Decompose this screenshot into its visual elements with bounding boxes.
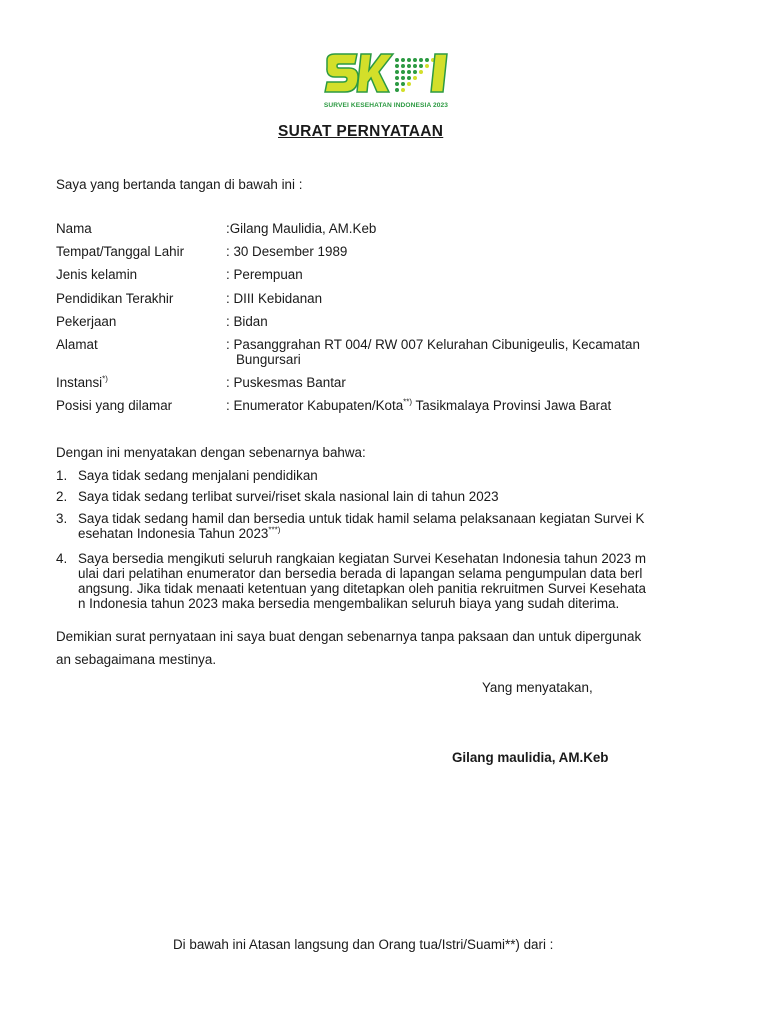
field-value-position-text: : Enumerator Kabupaten/Kota (226, 398, 404, 413)
list-item-text: Saya tidak sedang menjalani pendidikan (78, 468, 318, 483)
field-value-address-line2: Bungursari (236, 352, 301, 367)
field-label-ttl: Tempat/Tanggal Lahir (56, 244, 185, 259)
ski-logo (323, 52, 449, 114)
field-label-nama: Nama (56, 221, 92, 236)
intro-text: Saya yang bertanda tangan di bawah ini : (56, 177, 303, 192)
field-label-gender: Jenis kelamin (56, 267, 138, 282)
field-value-gender: : Perempuan (226, 267, 303, 282)
field-label-address: Alamat (56, 337, 98, 352)
closing-text: Demikian surat pernyataan ini saya buat dengan sebenarnya tanpa paksaan dan untuk dipergunak (56, 629, 642, 644)
field-value-institution: : Puskesmas Bantar (226, 375, 346, 390)
list-item-text-continued: angsung. Jika tidak menaati ketentuan yang ditetapkan oleh panitia rekruitmen Survei Kesehata (78, 581, 646, 596)
list-item-text: Saya tidak sedang terlibat survei/riset skala nasional lain di tahun 2023 (78, 489, 499, 504)
signature-name: Gilang maulidia, AM.Keb (452, 750, 609, 765)
list-item-number: 3. (56, 511, 68, 526)
field-label-position: Posisi yang dilamar (56, 398, 173, 413)
list-item-number: 2. (56, 489, 68, 504)
field-value-address: : Pasanggrahan RT 004/ RW 007 Kelurahan Cibunigeulis, Kecamatan (226, 337, 640, 352)
footnote-marker: ***) (268, 525, 281, 535)
field-label-institution-text: Instansi (56, 375, 103, 390)
list-item-text-continued (78, 526, 280, 541)
list-item-text: Saya bersedia mengikuti seluruh rangkaian kegiatan Survei Kesehatan Indonesia tahun 2023 m (78, 551, 646, 566)
closing-text-continued: an sebagaimana mestinya. (56, 652, 217, 667)
field-value-nama: :Gilang Maulidia, AM.Keb (226, 221, 377, 236)
footer-text: Di bawah ini Atasan langsung dan Orang tua/Istri/Suami**) dari : (173, 937, 554, 952)
list-item-text-line: esehatan Indonesia Tahun 2023 (78, 526, 269, 541)
field-value-job: : Bidan (226, 314, 268, 329)
field-value-ttl: : 30 Desember 1989 (226, 244, 348, 259)
field-label-institution (56, 375, 108, 390)
list-item-text-continued: ulai dari pelatihan enumerator dan bersedia berada di lapangan selama pengumpulan data berl (78, 566, 643, 581)
page-title: SURAT PERNYATAAN (278, 123, 444, 140)
list-item-number: 4. (56, 551, 68, 566)
list-item-number: 1. (56, 468, 68, 483)
field-label-job: Pekerjaan (56, 314, 117, 329)
field-value-position-rest: Tasikmalaya Provinsi Jawa Barat (412, 398, 612, 413)
statement-intro: Dengan ini menyatakan dengan sebenarnya bahwa: (56, 445, 366, 460)
logo-caption: SURVEI KESEHATAN INDONESIA 2023 (323, 102, 449, 109)
ski-logo-mark (323, 52, 449, 102)
field-label-education: Pendidikan Terakhir (56, 291, 174, 306)
footnote-marker: *) (102, 374, 108, 384)
footnote-marker: **) (403, 397, 413, 407)
list-item-text-continued: n Indonesia tahun 2023 maka bersedia mengembalikan seluruh biaya yang sudah diterima. (78, 596, 620, 611)
list-item-text: Saya tidak sedang hamil dan bersedia untuk tidak hamil selama pelaksanaan kegiatan Survei K (78, 511, 645, 526)
field-value-education: : DIII Kebidanan (226, 291, 323, 306)
signature-label: Yang menyatakan, (482, 680, 593, 695)
field-value-position (226, 398, 611, 413)
